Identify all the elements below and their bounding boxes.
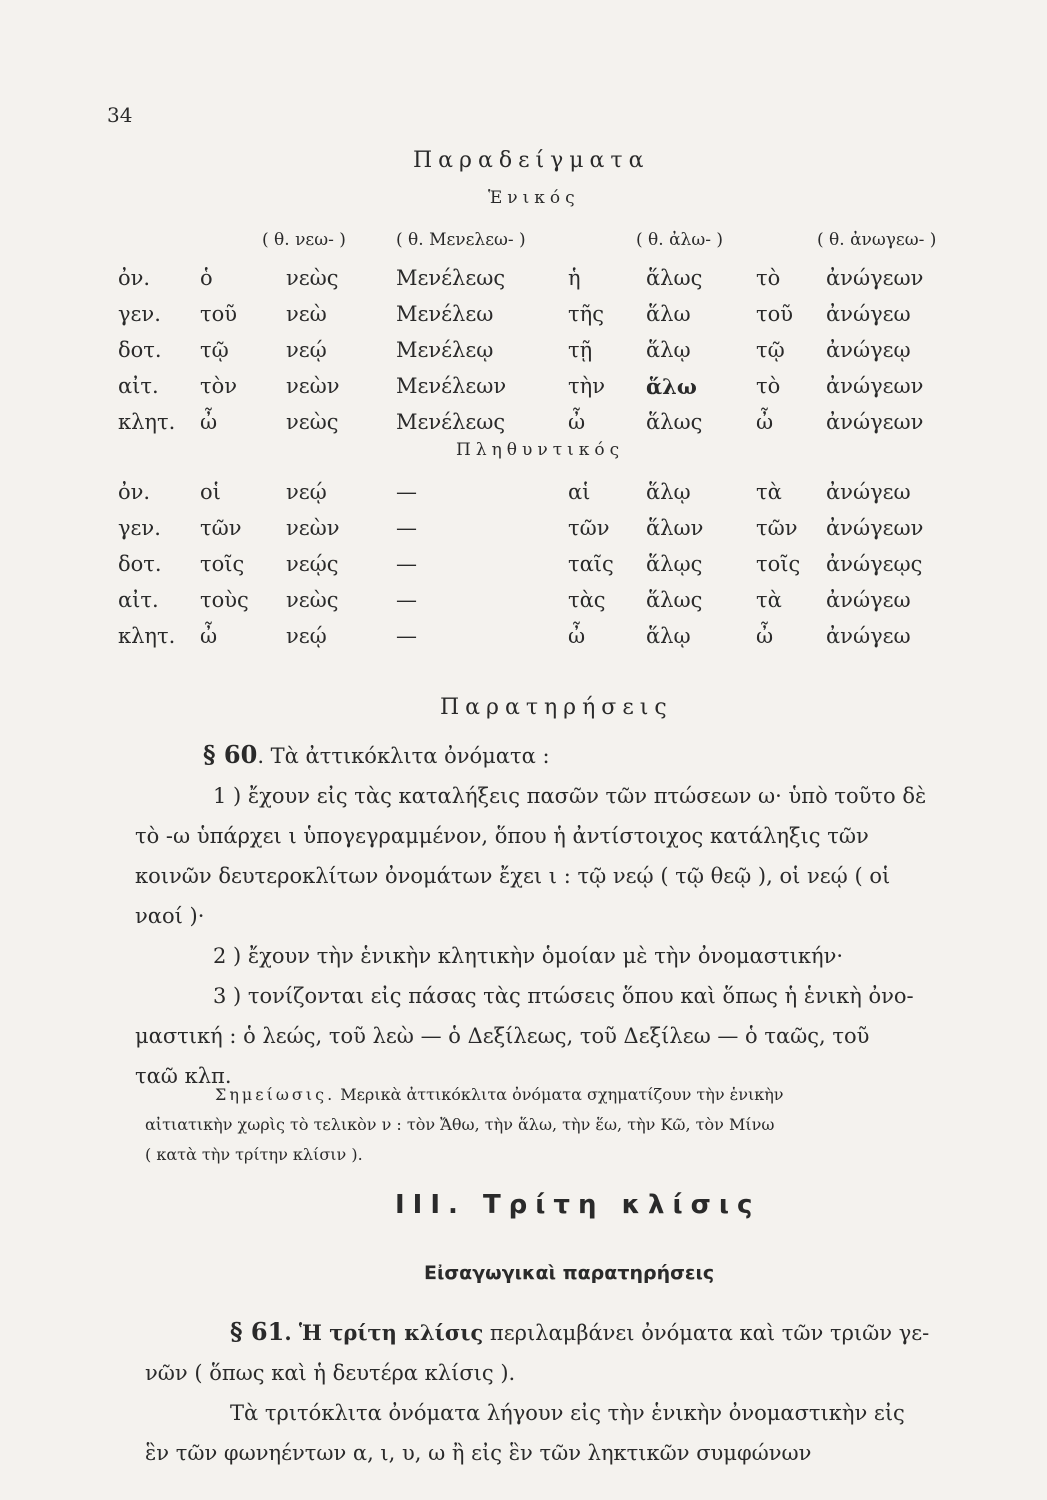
stem-neo: ( θ. νεω- ) <box>262 230 346 250</box>
singular-cell: ἅλως <box>646 410 703 434</box>
observations-heading: Παρατηρήσεις <box>440 695 673 720</box>
intro-heading: Εἰσαγωγικαὶ παρατηρήσεις <box>424 1262 715 1284</box>
s60-line4: ναοί )· <box>135 904 205 928</box>
note-block <box>145 1080 1035 1170</box>
plural-cell: τῶν <box>200 516 242 540</box>
plural-cell: τὰ <box>756 588 782 612</box>
plural-cell: ἀνώγεων <box>826 516 924 540</box>
singular-cell: τὸν <box>200 374 238 398</box>
plural-cell: — <box>396 480 417 504</box>
plural-cell: — <box>396 552 417 576</box>
plural-cell: τοὺς <box>200 588 249 612</box>
plural-label: Πληθυντικός <box>456 440 625 460</box>
singular-cell: ἀνώγεων <box>826 374 924 398</box>
plural-cell: ὦ <box>756 624 774 648</box>
stem-row <box>0 230 1047 260</box>
s60-line7: μαστική : ὁ λεώς, τοῦ λεὼ — ὁ Δεξίλεως, τοῦ Δεξίλεω — ὁ ταῶς, τοῦ <box>135 1024 870 1048</box>
s60-mark: § 60 <box>203 740 258 769</box>
plural-cell: ἀνώγεω <box>826 624 911 648</box>
singular-cell: ἀνώγεων <box>826 410 924 434</box>
singular-cell: ὦ <box>756 410 774 434</box>
plural-cell: — <box>396 624 417 648</box>
plural-cell: ἅλων <box>646 516 704 540</box>
singular-cell: τῷ <box>200 338 229 362</box>
singular-cell: Μενέλεως <box>396 266 506 290</box>
s61-mark: § 61 <box>230 1317 285 1346</box>
section-60 <box>135 735 1025 1096</box>
singular-cell: ὦ <box>568 410 586 434</box>
singular-cell: τὸ <box>756 266 781 290</box>
singular-cell: ἀνώγεων <box>826 266 924 290</box>
singular-cell: νεῴ <box>286 338 327 362</box>
s61-line3: Τὰ τριτόκλιτα ὀνόματα λήγουν εἰς τὴν ἑνικὴν ὀνομαστικὴν εἰς <box>230 1401 905 1425</box>
plural-cell: ἀνώγεω <box>826 588 911 612</box>
plural-cell: τῶν <box>568 516 610 540</box>
singular-cell: γεν. <box>118 302 161 326</box>
note-line2: αἰτιατικὴν χωρὶς τὸ τελικὸν ν : τὸν Ἄθω, τὴν ἅλω, τὴν ἕω, τὴν Κῶ, τὸν Μίνω <box>145 1115 775 1134</box>
singular-cell: Μενέλεω <box>396 302 494 326</box>
stem-menelaos: ( θ. Μενελεω- ) <box>396 230 526 250</box>
plural-cell: ὀν. <box>118 480 151 504</box>
plural-cell: ταῖς <box>568 552 614 576</box>
singular-cell: νεὼν <box>286 374 340 398</box>
section-3-title: III. Τρίτη κλίσις <box>395 1190 761 1220</box>
singular-row <box>118 260 976 296</box>
section-61 <box>145 1312 1025 1473</box>
s60-intro: . Τὰ ἀττικόκλιτα ὀνόματα : <box>257 744 550 768</box>
s61-line2: νῶν ( ὅπως καὶ ἡ δευτέρα κλίσις ). <box>145 1361 516 1385</box>
note-label: Σημείωσις. <box>215 1085 336 1104</box>
plural-row <box>118 546 976 582</box>
singular-label: Ἑνικός <box>488 188 580 208</box>
plural-row <box>118 474 976 510</box>
plural-cell: οἱ <box>200 480 221 504</box>
singular-cell: νεὼς <box>286 266 339 290</box>
singular-cell: αἰτ. <box>118 374 159 398</box>
plural-cell: τὰς <box>568 588 606 612</box>
singular-cell: τῷ <box>756 338 785 362</box>
plural-cell: νεῴς <box>286 552 339 576</box>
plural-cell: τῶν <box>756 516 798 540</box>
plural-cell: ἅλῳ <box>646 480 691 504</box>
singular-cell: ὁ <box>200 266 213 290</box>
s61-line1 <box>145 1312 1025 1353</box>
plural-cell: τὰ <box>756 480 782 504</box>
s61-lead: . Ἡ τρίτη κλίσις <box>284 1320 484 1345</box>
plural-cell: ἀνώγεῳς <box>826 552 923 576</box>
plural-cell: νεῴ <box>286 624 327 648</box>
plural-cell: αἰτ. <box>118 588 159 612</box>
singular-cell: ἅλω <box>646 302 691 326</box>
note-line1 <box>145 1080 1035 1110</box>
singular-cell: τοῦ <box>200 302 238 326</box>
singular-cell: ἅλω <box>646 373 697 399</box>
plural-cell: ἀνώγεω <box>826 480 911 504</box>
singular-cell: Μενέλεως <box>396 410 506 434</box>
singular-cell: τοῦ <box>756 302 794 326</box>
plural-cell: νεὼν <box>286 516 340 540</box>
plural-row <box>118 582 976 618</box>
note-text1: Μερικὰ ἀττικόκλιτα ὀνόματα σχηματίζουν τὴν ἑνικὴν <box>340 1085 784 1104</box>
s61-line4: ἓν τῶν φωνηέντων α, ι, υ, ω ἢ εἰς ἓν τῶν ληκτικῶν συμφώνων <box>145 1441 812 1465</box>
plural-cell: — <box>396 516 417 540</box>
singular-cell: κλητ. <box>118 410 176 434</box>
singular-row <box>118 368 976 404</box>
plural-cell: κλητ. <box>118 624 176 648</box>
s60-line1: 1 ) ἔχουν εἰς τὰς καταλήξεις πασῶν τῶν πτώσεων ω· ὑπὸ τοῦτο δὲ <box>213 784 927 808</box>
singular-cell: τῇ <box>568 338 593 362</box>
stem-anogeo: ( θ. ἀνωγεω- ) <box>817 230 937 250</box>
note-line3: ( κατὰ τὴν τρίτην κλίσιν ). <box>145 1145 363 1164</box>
plural-table-body <box>118 474 976 654</box>
singular-table <box>118 260 976 440</box>
singular-cell: Μενέλεῳ <box>396 338 494 362</box>
page-number: 34 <box>107 103 133 127</box>
singular-cell: δοτ. <box>118 338 162 362</box>
s60-line8: ταῶ κλπ. <box>135 1064 232 1088</box>
plural-cell: ὦ <box>568 624 586 648</box>
singular-row <box>118 332 976 368</box>
plural-cell: — <box>396 588 417 612</box>
singular-cell: ἅλως <box>646 266 703 290</box>
singular-table-body <box>118 260 976 440</box>
plural-cell: νεῴ <box>286 480 327 504</box>
plural-cell: ἅλῳ <box>646 624 691 648</box>
singular-row <box>118 296 976 332</box>
singular-cell: τῆς <box>568 302 604 326</box>
s60-line2: τὸ -ω ὑπάρχει ι ὑπογεγραμμένον, ὅπου ἡ ἀντίστοιχος κατάληξις τῶν <box>135 824 869 848</box>
plural-cell: γεν. <box>118 516 161 540</box>
singular-cell: ἀνώγεῳ <box>826 338 911 362</box>
s61-line1-rest: περιλαμβάνει ὀνόματα καὶ τῶν τριῶν γε- <box>483 1321 930 1345</box>
plural-row <box>118 510 976 546</box>
plural-table <box>118 474 976 654</box>
singular-cell: ὦ <box>200 410 218 434</box>
singular-cell: τὴν <box>568 374 605 398</box>
plural-cell: ἅλῳς <box>646 552 703 576</box>
singular-cell: νεὼ <box>286 302 327 326</box>
plural-cell: νεὼς <box>286 588 339 612</box>
singular-cell: ἡ <box>568 266 581 290</box>
s60-line5: 2 ) ἔχουν τὴν ἑνικὴν κλητικὴν ὁμοίαν μὲ τὴν ὀνομαστικήν· <box>213 944 844 968</box>
examples-heading: Παραδείγματα <box>413 148 650 173</box>
singular-cell: Μενέλεων <box>396 374 507 398</box>
singular-cell: τὸ <box>756 374 781 398</box>
plural-row <box>118 618 976 654</box>
singular-cell: ἅλῳ <box>646 338 691 362</box>
s60-line6: 3 ) τονίζονται εἰς πάσας τὰς πτώσεις ὅπου καὶ ὅπως ἡ ἑνικὴ ὀνο- <box>213 984 914 1008</box>
singular-cell: ἀνώγεω <box>826 302 911 326</box>
singular-cell: ὀν. <box>118 266 151 290</box>
plural-cell: τοῖς <box>756 552 801 576</box>
stem-halos: ( θ. ἀλω- ) <box>636 230 723 250</box>
singular-cell: νεὼς <box>286 410 339 434</box>
s60-intro-line <box>135 735 1025 776</box>
s60-line3: κοινῶν δευτεροκλίτων ὀνομάτων ἔχει ι : τῷ νεῴ ( τῷ θεῷ ), οἱ νεῴ ( οἱ <box>135 864 891 888</box>
plural-cell: τοῖς <box>200 552 245 576</box>
singular-row <box>118 404 976 440</box>
plural-cell: ἅλως <box>646 588 703 612</box>
plural-cell: δοτ. <box>118 552 162 576</box>
plural-cell: ὦ <box>200 624 218 648</box>
plural-cell: αἱ <box>568 480 591 504</box>
